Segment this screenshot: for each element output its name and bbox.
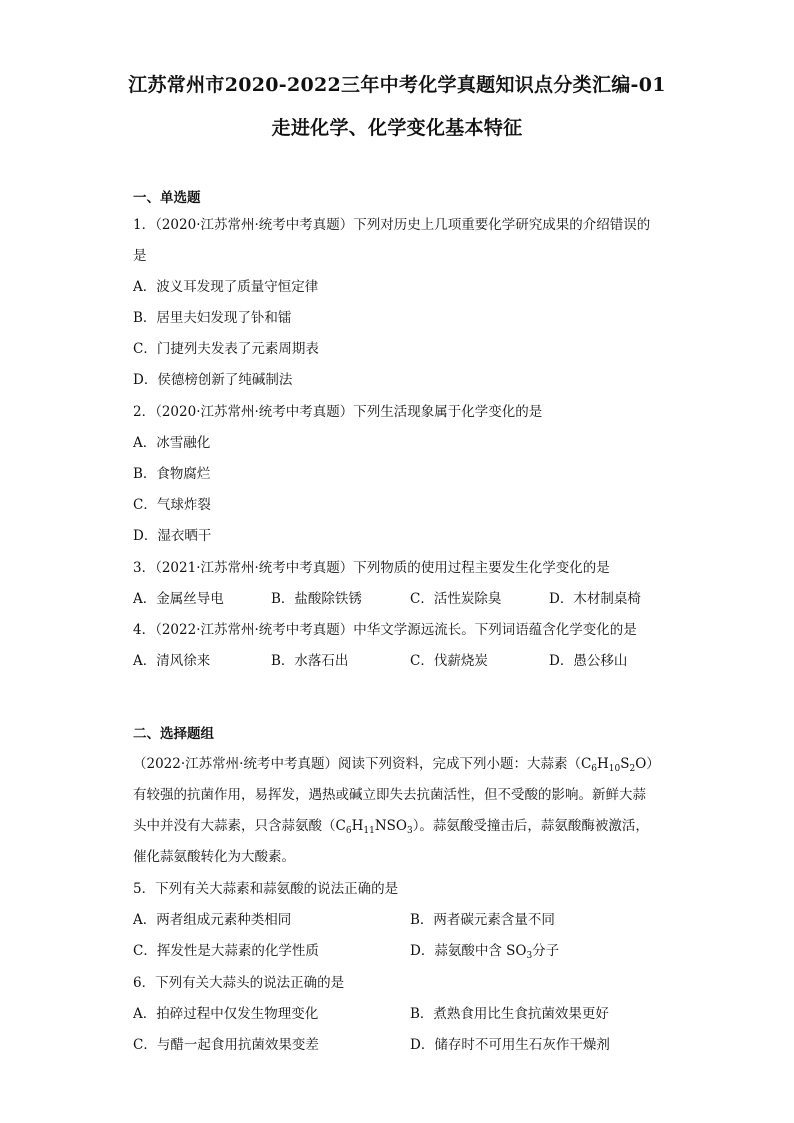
q1-option-b: B．居里夫妇发现了钋和镭 bbox=[133, 310, 292, 326]
q4-option-c: C．伐薪烧炭 bbox=[410, 653, 488, 669]
q1-stem-cont: 是 bbox=[133, 248, 147, 264]
passage-line-1: （2022·江苏常州·统考中考真题）阅读下列资料，完成下列小题：大蒜素$(C_6H_{10}S_2O)$ bbox=[133, 756, 660, 774]
q6-option-d: D．储存时不可用生石灰作干燥剂 bbox=[410, 1037, 610, 1053]
q1-option-d: D．侯德榜创新了纯碱制法 bbox=[133, 372, 293, 388]
q5-option-d: D．蒜氨酸中含 $SO_3$分子 bbox=[410, 943, 560, 961]
q4-option-a: A．清风徐来 bbox=[133, 653, 211, 669]
q6-option-a: A．拍碎过程中仅发生物理变化 bbox=[133, 1006, 319, 1022]
q5-option-a: A．两者组成元素种类相同 bbox=[133, 912, 292, 928]
doc-title-line2: 走进化学、化学变化基本特征 bbox=[271, 117, 523, 139]
doc-title-line1: 江苏常州市2020-2022三年中考化学真题知识点分类汇编-01 bbox=[128, 74, 666, 96]
q2-option-a: A．冰雪融化 bbox=[133, 435, 211, 451]
section-heading-single-choice: 一、单选题 bbox=[133, 190, 201, 206]
q4-stem: 4．（2022·江苏常州·统考中考真题）中华文学源远流长。下列词语蕴含化学变化的是 bbox=[133, 622, 637, 638]
passage-line-3: 头中并没有大蒜素，只含蒜氨酸$(C_6H_{11}NSO_3)$。蒜氨酸受撞击后，蒜氨酸酶被激活， bbox=[133, 818, 649, 836]
passage-line-4: 催化蒜氨酸转化为大酸素。 bbox=[133, 849, 295, 865]
section-heading-question-group: 二、选择题组 bbox=[133, 726, 214, 742]
q5-option-b: B．两者碳元素含量不同 bbox=[410, 912, 555, 928]
q5-option-c: C．挥发性是大蒜素的化学性质 bbox=[133, 943, 319, 959]
q5-stem: 5．下列有关大蒜素和蒜氨酸的说法正确的是 bbox=[133, 881, 399, 897]
q3-option-b: B．盐酸除铁锈 bbox=[271, 591, 362, 607]
q2-option-c: C．气球炸裂 bbox=[133, 497, 211, 513]
q4-option-d: D．愚公移山 bbox=[549, 653, 628, 669]
q1-stem: 1．（2020·江苏常州·统考中考真题）下列对历史上几项重要化学研究成果的介绍错误的 bbox=[133, 217, 651, 233]
q6-option-c: C．与醋一起食用抗菌效果变差 bbox=[133, 1037, 319, 1053]
q4-option-b: B．水落石出 bbox=[271, 653, 349, 669]
q1-option-c: C．门捷列夫发表了元素周期表 bbox=[133, 341, 319, 357]
passage-line-2: 有较强的抗菌作用，易挥发，遇热或碱立即失去抗菌活性，但不受酸的影响。新鲜大蒜 bbox=[133, 787, 646, 803]
q6-option-b: B．煮熟食用比生食抗菌效果更好 bbox=[410, 1006, 609, 1022]
q2-stem: 2．（2020·江苏常州·统考中考真题）下列生活现象属于化学变化的是 bbox=[133, 404, 543, 420]
q3-stem: 3．（2021·江苏常州·统考中考真题）下列物质的使用过程主要发生化学变化的是 bbox=[133, 560, 610, 576]
q2-option-d: D．湿衣晒干 bbox=[133, 528, 212, 544]
q6-stem: 6．下列有关大蒜头的说法正确的是 bbox=[133, 975, 345, 991]
q3-option-a: A．金属丝导电 bbox=[133, 591, 224, 607]
q1-option-a: A．波义耳发现了质量守恒定律 bbox=[133, 279, 319, 295]
q3-option-d: D．木材制桌椅 bbox=[549, 591, 641, 607]
q2-option-b: B．食物腐烂 bbox=[133, 466, 211, 482]
q3-option-c: C．活性炭除臭 bbox=[410, 591, 502, 607]
